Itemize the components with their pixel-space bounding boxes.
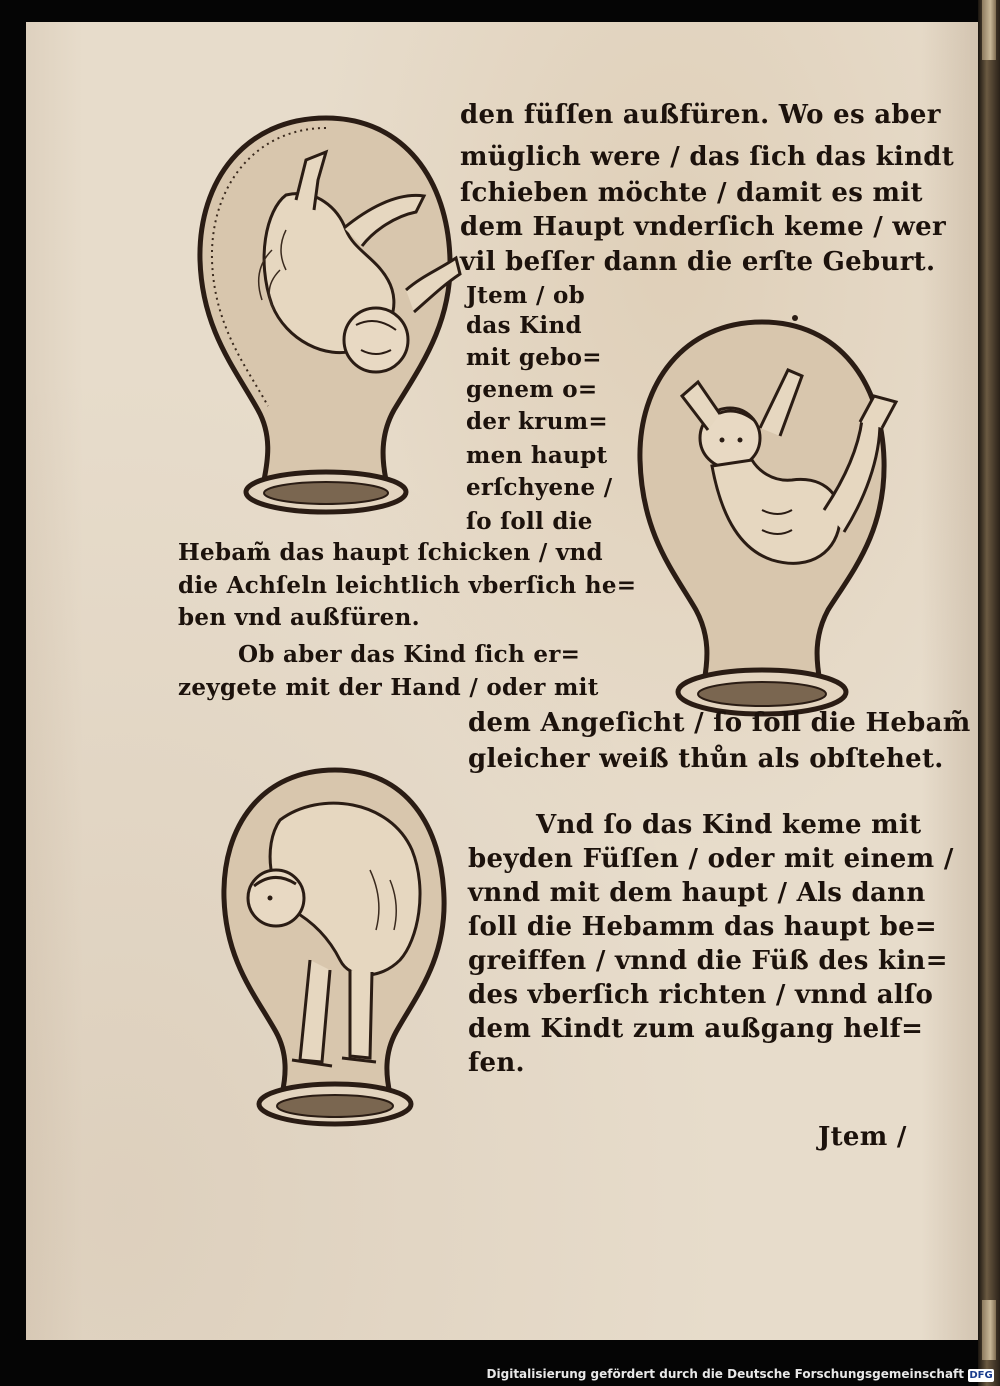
text-line: Jtem / ob: [466, 282, 586, 309]
dfg-logo: DFG: [969, 1370, 993, 1381]
text-line: dem Haupt vnderſich keme / wer: [460, 212, 946, 242]
text-line: Vnd ſo das Kind keme mit: [536, 810, 922, 840]
text-line: die Achſeln leichtlich vberſich he=: [178, 572, 637, 599]
text-line: des vberſich richten / vnnd alſo: [468, 980, 934, 1010]
text-line: mit gebo=: [466, 344, 602, 371]
text-line: erſchyene /: [466, 474, 613, 501]
text-line: Ob aber das Kind ſich er=: [238, 641, 581, 668]
text-line: vnnd mit dem haupt / Als dann: [468, 878, 926, 908]
book-edge-tab: [982, 1300, 996, 1360]
text-line: müglich were / das ſich das kindt: [460, 142, 955, 172]
text-line: zeygete mit der Hand / oder mit: [178, 674, 599, 701]
text-line: fen.: [468, 1048, 525, 1078]
digitization-credit: Digitalisierung gefördert durch die Deutsche Forschungsgemeinschaft: [486, 1367, 964, 1381]
text-line: greiffen / vnnd die Füß des kin=: [468, 946, 948, 976]
text-line: ſoll die Hebamm das haupt be=: [468, 912, 938, 942]
text-line: beyden Füſſen / oder mit einem /: [468, 844, 954, 874]
text-line: dem Kindt zum außgang helf=: [468, 1014, 924, 1044]
book-edge-tab: [982, 0, 996, 60]
text-line: vil beſſer dann die erſte Geburt.: [460, 247, 936, 277]
text-line: gleicher weiß thůn als obſtehet.: [468, 744, 944, 774]
printer-mark: [792, 315, 798, 321]
text-line: ſo ſoll die: [466, 508, 593, 535]
text-line: genem o=: [466, 376, 598, 403]
text-line: men haupt: [466, 442, 608, 469]
text-line: ben vnd außfüren.: [178, 604, 420, 631]
book-edge: [978, 0, 1000, 1386]
woodcut-figure-breech: [176, 100, 476, 520]
text-line: ſchieben möchte / damit es mit: [460, 178, 923, 208]
catchword: Jtem /: [818, 1122, 907, 1152]
text-line: Hebam̃ das haupt ſchicken / vnd: [178, 539, 603, 566]
woodcut-figure-arms-raised: [612, 310, 912, 730]
woodcut-figure-crouching: [200, 760, 470, 1140]
text-line: das Kind: [466, 312, 582, 339]
text-line: dem Angeſicht / ſo ſoll die Hebam̃: [468, 708, 971, 738]
book-page: [26, 22, 978, 1340]
text-line: der krum=: [466, 408, 608, 435]
text-line: den füſſen außfüren. Wo es aber: [460, 100, 941, 130]
